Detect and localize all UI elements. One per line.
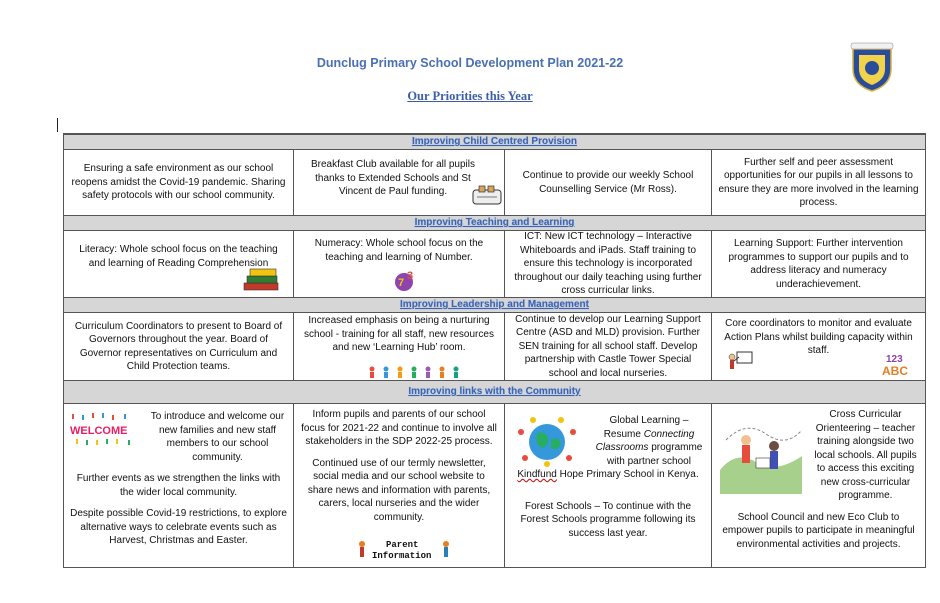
svg-text:WELCOME: WELCOME: [70, 425, 128, 437]
cell-text: Inform pupils and parents of our school focus for 2021-22 and continue to involve all stakeholders in the SDP 2022-25 process.: [301, 409, 497, 447]
table-cell: [294, 404, 505, 567]
section-heading-teaching-learning: Improving Teaching and Learning: [64, 215, 925, 231]
cell-text-part: programme with partner school: [607, 442, 703, 467]
abc-123-icon: [880, 351, 916, 377]
table-cell: [294, 231, 505, 297]
cell-text: Increased emphasis on being a nurturing school - training for all staff, new resources and new ‘Learning Hub’ room.: [304, 315, 494, 353]
parent-information-icon: [356, 536, 452, 562]
table-cell: [505, 231, 712, 297]
teacher-board-icon: [726, 349, 754, 373]
cell-text: Continued use of our termly newsletter, social media and our school website to share news and information with parents, carers, local nurseries and the wider community.: [307, 457, 491, 523]
table-cell: [64, 231, 294, 297]
table-cell: [712, 404, 925, 567]
table-cell: [294, 313, 505, 380]
table-cell: [64, 404, 294, 567]
document-title: Dunclug Primary School Development Plan 2021-22: [316, 56, 624, 70]
books-icon: [240, 267, 282, 293]
school-crest-logo: [849, 41, 895, 93]
cell-text: Learning Support: Further intervention programmes to support our pupils and to address literacy and numeracy underachievement.: [728, 238, 909, 290]
global-children-icon: [513, 412, 581, 468]
cell-text: Literacy: Whole school focus on the teaching and learning of Reading Comprehension: [79, 244, 278, 269]
cell-text: [511, 468, 705, 482]
table-cell: [712, 313, 925, 380]
cell-text: Core coordinators to monitor and evaluate Action Plans whilst building capacity within staff.: [724, 318, 913, 356]
text-cursor: [57, 118, 58, 132]
table-cell: [505, 404, 712, 567]
cell-text-misspelled: Kindfund: [517, 469, 557, 480]
cell-text: Further self and peer assessment opportunities for our pupils in all lessons to ensure they are more involved in the learning process.: [718, 156, 919, 208]
table-cell: [64, 313, 294, 380]
cell-text-part: Global Learning – Resume: [603, 415, 689, 440]
svg-text:123: 123: [886, 354, 903, 365]
cell-text: Continue to develop our Learning Support Centre (ASD and MLD) provision. Further SEN training for all school staff. Develop partnership with Castle Tower Special school and local nurseries.: [515, 313, 701, 379]
development-plan-table: [63, 133, 926, 568]
table-cell: [64, 150, 294, 215]
toaster-icon: [470, 183, 504, 207]
table-row: [64, 231, 925, 297]
cell-text: Cross Curricular Orienteering – teacher training alongside two local schools. All pupils to access this exciting new cross-curricular programme.: [814, 409, 917, 501]
cell-text-part: Hope Primary School in Kenya.: [559, 469, 699, 480]
cell-text: Breakfast Club available for all pupils thanks to Extended Schools and St Vincent de Paul funding.: [311, 159, 475, 197]
table-cell: [294, 150, 505, 215]
cell-text: Curriculum Coordinators to present to Board of Governors throughout the year. Board of Governor representatives on Curriculum and Child Protection teams.: [74, 320, 283, 372]
table-row: [64, 150, 925, 215]
table-cell: [712, 231, 925, 297]
table-cell: [712, 150, 925, 215]
section-heading-community: Improving links with the Community: [64, 380, 925, 404]
section-heading-child-centred: Improving Child Centred Provision: [64, 134, 925, 150]
table-row: [64, 313, 925, 380]
cell-text: To introduce and welcome our new families and new staff members to our school community.: [150, 411, 285, 463]
cell-text: [593, 414, 705, 468]
children-figures-icon: [366, 366, 466, 379]
table-cell: [505, 313, 712, 380]
cell-text: Forest Schools – To continue with the Forest Schools programme following its success last year.: [520, 500, 696, 539]
cell-text: Further events as we strengthen the links with the wider local community.: [76, 473, 281, 498]
cell-text: Ensuring a safe environment as our school reopens amidst the Covid-19 pandemic. Sharing safety protocols with our school community.: [71, 163, 286, 202]
svg-text:Information: Information: [372, 551, 432, 561]
cell-text: ICT: New ICT technology – Interactive Whiteboards and iPads. Staff training to ensure this technology is incorporated throughout our daily teaching using further cross curricular links.: [514, 231, 702, 297]
cell-text-italic: Connecting Classrooms: [595, 428, 695, 453]
cell-text: Continue to provide our weekly School Counselling Service (Mr Ross).: [522, 170, 694, 195]
table-cell: [505, 150, 712, 215]
cell-text: Numeracy: Whole school focus on the teaching and learning of Number.: [314, 238, 484, 263]
cell-text: Despite possible Covid-19 restrictions, to explore alternative ways to celebrate events such as Harvest, Christmas and Easter.: [70, 508, 287, 546]
table-row: [64, 404, 925, 567]
orienteering-icon: [716, 410, 806, 496]
svg-text:Parent: Parent: [386, 540, 419, 550]
document-subtitle: Our Priorities this Year: [407, 89, 533, 103]
numbers-icon: [392, 265, 422, 295]
welcome-banner-icon: [66, 412, 138, 446]
cell-text: School Council and new Eco Club to empower pupils to participate in meaningful environmental activities and projects.: [722, 511, 915, 550]
svg-text:ABC: ABC: [882, 364, 908, 377]
section-heading-leadership: Improving Leadership and Management: [64, 297, 925, 313]
svg-text:7: 7: [398, 277, 405, 289]
svg-text:3: 3: [407, 270, 414, 282]
